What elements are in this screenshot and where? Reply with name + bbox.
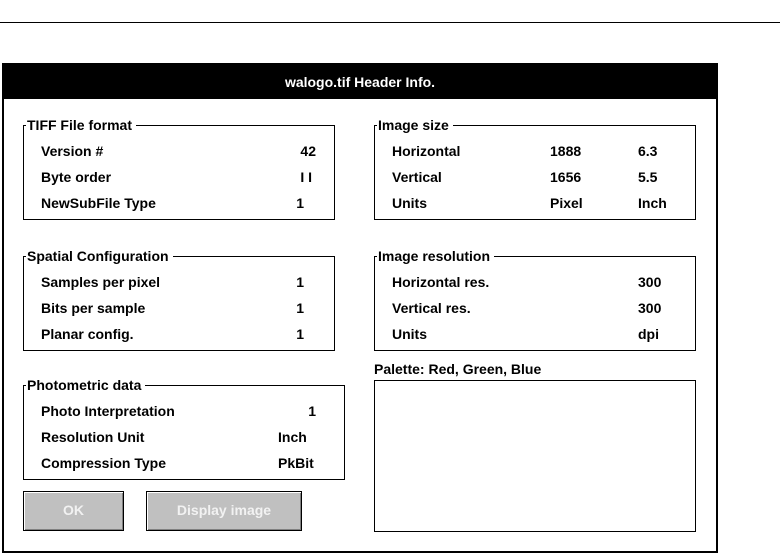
image-size-inches: 6.3 (638, 143, 658, 159)
spatial-value: 1 (296, 300, 304, 316)
spatial-config-group (23, 248, 335, 351)
spatial-config-title: Spatial Configuration (26, 248, 173, 264)
display-image-button[interactable] (146, 491, 302, 531)
image-size-inches: 5.5 (638, 169, 658, 185)
photometric-group (23, 377, 345, 480)
spatial-label: Bits per sample (41, 300, 146, 316)
top-divider (0, 22, 780, 23)
image-size-pixels: Pixel (550, 195, 583, 211)
image-size-pixels: 1888 (550, 143, 582, 159)
resolution-label: Vertical res. (392, 300, 471, 316)
header-info-dialog (2, 63, 718, 553)
image-size-label: Units (392, 195, 427, 211)
photometric-label: Compression Type (41, 455, 166, 471)
tiff-label: Version # (41, 143, 104, 159)
photometric-label: Photo Interpretation (41, 403, 175, 419)
spatial-label: Planar config. (41, 326, 134, 342)
image-resolution-title: Image resolution (377, 248, 494, 264)
photometric-value: 1 (308, 403, 316, 419)
tiff-label: NewSubFile Type (41, 195, 156, 211)
ok-button-label: OK (63, 502, 84, 518)
resolution-value: 300 (638, 274, 662, 290)
image-size-label: Horizontal (392, 143, 461, 159)
ok-button[interactable] (23, 491, 124, 531)
image-size-label: Vertical (392, 169, 442, 185)
photometric-title: Photometric data (26, 377, 145, 393)
photometric-value: Inch (278, 429, 307, 445)
dialog-title: walogo.tif Header Info. (4, 65, 716, 99)
display-image-button-label: Display image (176, 502, 272, 518)
tiff-label: Byte order (41, 169, 112, 185)
image-size-inches: Inch (638, 195, 667, 211)
image-size-group (374, 117, 696, 220)
image-size-title: Image size (377, 117, 453, 133)
resolution-value: 300 (638, 300, 662, 316)
image-resolution-group (374, 248, 696, 351)
tiff-format-group (23, 117, 335, 220)
image-size-pixels: 1656 (550, 169, 582, 185)
tiff-format-title: TIFF File format (26, 117, 136, 133)
photometric-label: Resolution Unit (41, 429, 145, 445)
spatial-value: 1 (296, 274, 304, 290)
tiff-value: 1 (296, 195, 304, 211)
resolution-value: dpi (638, 326, 659, 342)
tiff-value: 42 (300, 143, 316, 159)
spatial-label: Samples per pixel (41, 274, 161, 290)
resolution-label: Horizontal res. (392, 274, 490, 290)
photometric-value: PkBit (278, 455, 314, 471)
palette-label: Palette: Red, Green, Blue (374, 361, 542, 377)
resolution-label: Units (392, 326, 427, 342)
tiff-value: I I (300, 169, 312, 185)
palette-preview-box (374, 380, 696, 532)
spatial-value: 1 (296, 326, 304, 342)
